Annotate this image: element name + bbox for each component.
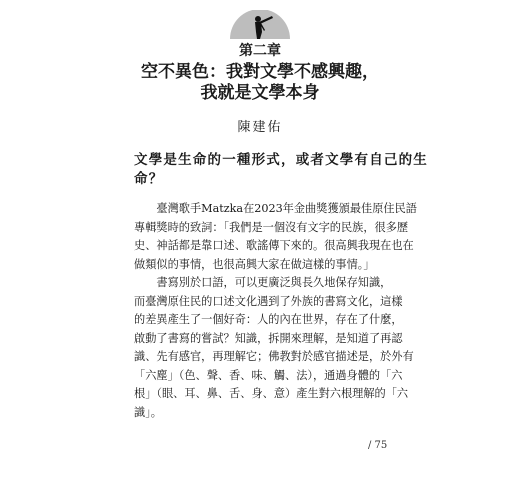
paragraph-line: 識」。: [134, 405, 162, 419]
paragraph: [134, 200, 417, 274]
section-heading-line: 文學是生命的一種形式，或者文學有自己的生: [134, 152, 428, 168]
body-text: [134, 200, 417, 422]
chapter-title-line: 空不異色：我對文學不感興趣，: [141, 62, 379, 82]
author-name: 陳建佑: [237, 120, 283, 135]
paragraph-line: 識、先有感官，再理解它；佛教對於感官描述是，於外有: [134, 350, 414, 363]
section-heading-line: 命？: [134, 171, 164, 187]
chapter-title-line: 我就是文學本身: [200, 83, 320, 103]
paragraph-line: 而臺灣原住民的口述文化遇到了外族的書寫文化，這樣: [134, 294, 403, 308]
paragraph-line: 臺灣歌手Matzka在2023年金曲獎獲頒最佳原住民語: [134, 202, 417, 215]
chapter-label: 第二章: [239, 43, 281, 59]
page-number: / 75: [368, 440, 388, 451]
paragraph: [134, 274, 414, 422]
paragraph-line: 做類似的事情，也很高興大家在做這樣的事情。」: [134, 257, 375, 271]
section-heading: [134, 151, 428, 189]
paragraph-line: 「六塵」（色、聲、香、味、觸、法），通過身體的「六: [134, 368, 403, 382]
paragraph-line: 的差異產生了一個好奇：人的內在世界，存在了什麼，: [134, 313, 403, 326]
paragraph-line: 根」（眼、耳、鼻、舌、身、意）產生對六根理解的「六: [134, 387, 409, 400]
paragraph-line: 書寫別於口語，可以更廣泛與長久地保存知識，: [134, 276, 392, 289]
chapter-title: [0, 62, 520, 104]
paragraph-line: 史、神話都是靠口述、歌謠傳下來的。很高興我現在也在: [134, 239, 414, 252]
paragraph-line: 專輯獎時的致詞：「我們是一個沒有文字的民族，很多歷: [134, 220, 409, 234]
paragraph-line: 啟動了書寫的嘗試？知識，拆開來理解，是知道了再認: [134, 331, 403, 345]
figure-with-telescope-emblem-icon: [228, 10, 292, 40]
